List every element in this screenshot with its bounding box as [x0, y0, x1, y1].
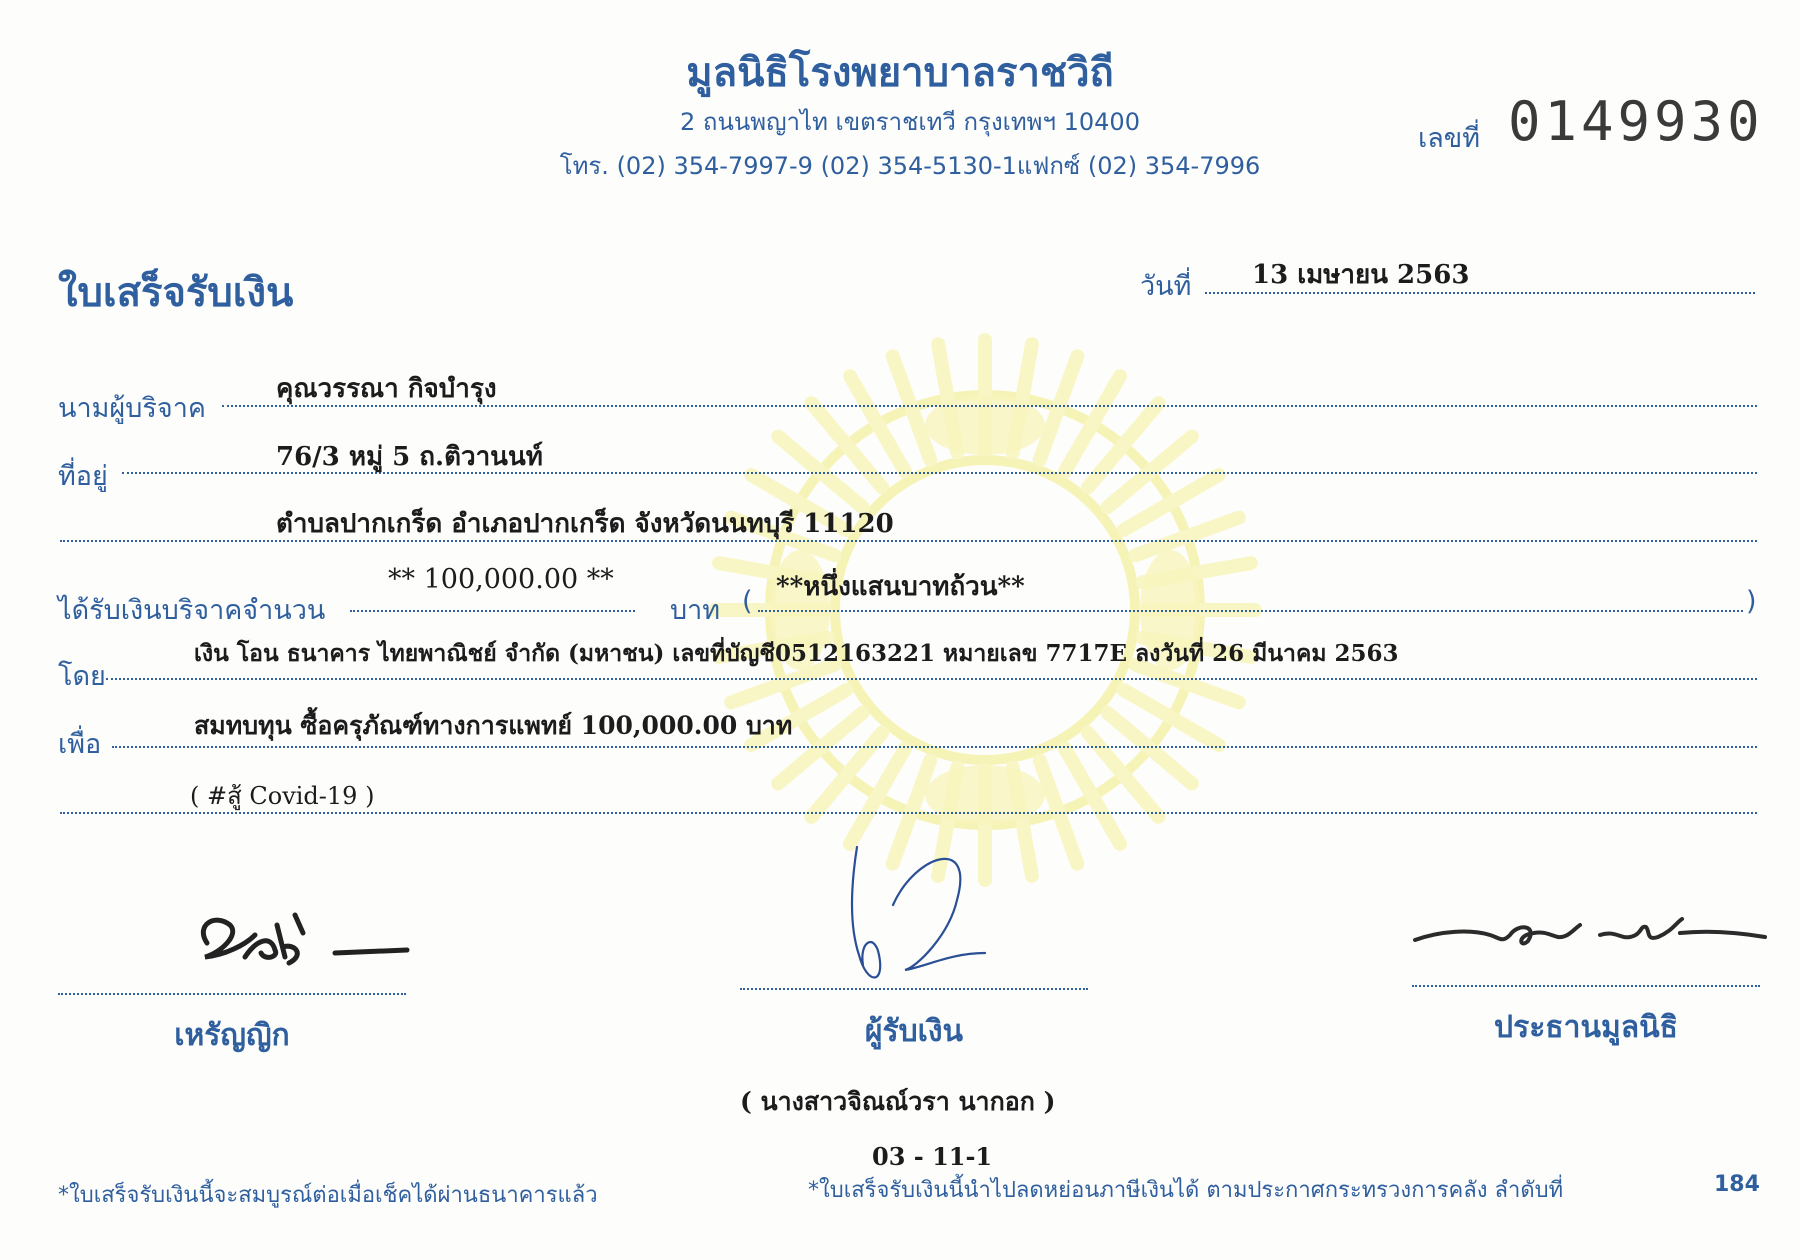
amount-label: ได้รับเงินบริจาคจำนวน [58, 595, 326, 626]
donor-name: คุณวรรณา กิจบำรุง [276, 374, 497, 404]
president-signature [1410, 905, 1770, 965]
receiver-signature [845, 845, 995, 995]
address-line-1: 76/3 หมู่ 5 ถ.ติวานนท์ [276, 442, 543, 472]
amount-value: ** 100,000.00 ** [388, 564, 614, 595]
purpose-label: เพื่อ [58, 729, 102, 760]
receiver-name: ( นางสาวจิณณ์วรา นากอก ) [740, 1087, 1056, 1116]
amount-dotted-line [350, 610, 635, 612]
foundation-phone: โทร. (02) 354-7997-9 (02) 354-5130-1แฟกซ์ (02) 354-7996 [559, 152, 1261, 180]
receipt-number-label: เลขที่ [1418, 123, 1481, 154]
date-value: 13 เมษายน 2563 [1252, 260, 1470, 290]
treasurer-signature-line [58, 993, 406, 995]
president-signature-line [1412, 985, 1760, 987]
footer-note-number: 184 [1714, 1172, 1760, 1197]
address-line-2: ตำบลปากเกร็ด อำเภอปากเกร็ด จังหวัดนนทบุรี 11120 [276, 509, 894, 539]
president-label: ประธานมูลนิธิ [1494, 1010, 1678, 1045]
baht-label: บาท [670, 595, 721, 626]
amount-in-words: **หนึ่งแสนบาทถ้วน** [776, 572, 1025, 602]
address-label: ที่อยู่ [58, 461, 108, 492]
footer-note-left: *ใบเสร็จรับเงินนี้จะสมบูรณ์ต่อเมื่อเช็คได้ผ่านธนาคารแล้ว [58, 1183, 598, 1208]
purpose-dotted-line-1 [112, 746, 1757, 748]
purpose-line-2: ( #สู้ Covid-19 ) [190, 782, 375, 810]
payment-method-value: เงิน โอน ธนาคาร ไทยพาณิชย์ จำกัด (มหาชน) เลขที่บัญชี0512163221 หมายเลข 7717E ลงวันที่ 26 มีนาคม 2563 [194, 640, 1399, 667]
document-title: ใบเสร็จรับเงิน [58, 270, 294, 316]
foundation-address: 2 ถนนพญาไท เขตราชเทวี กรุงเทพฯ 10400 [680, 108, 1140, 136]
payment-method-dotted-line [106, 678, 1757, 680]
payment-method-label: โดย [58, 661, 106, 692]
receiver-label: ผู้รับเงิน [864, 1014, 964, 1049]
treasurer-label: เหรัญญิก [174, 1018, 290, 1053]
receipt-number: 0149930 [1508, 90, 1764, 153]
footer-note-right: *ใบเสร็จรับเงินนี้นำไปลดหย่อนภาษีเงินได้ ตามประกาศกระทรวงการคลัง ลำดับที่ [808, 1178, 1564, 1203]
donor-label: นามผู้บริจาค [58, 393, 206, 424]
foundation-name: มูลนิธิโรงพยาบาลราชวิถี [686, 50, 1114, 96]
date-label: วันที่ [1140, 271, 1192, 302]
receiver-signature-line [740, 988, 1088, 990]
treasurer-signature [185, 895, 410, 975]
amount-words-dotted-line [758, 610, 1743, 612]
amount-open-paren: ( [742, 586, 753, 617]
form-code: 03 - 11-1 [872, 1142, 993, 1171]
purpose-line-1: สมทบทุน ซื้อครุภัณฑ์ทางการแพทย์ 100,000.00 บาท [194, 711, 793, 740]
amount-close-paren: ) [1746, 586, 1757, 617]
